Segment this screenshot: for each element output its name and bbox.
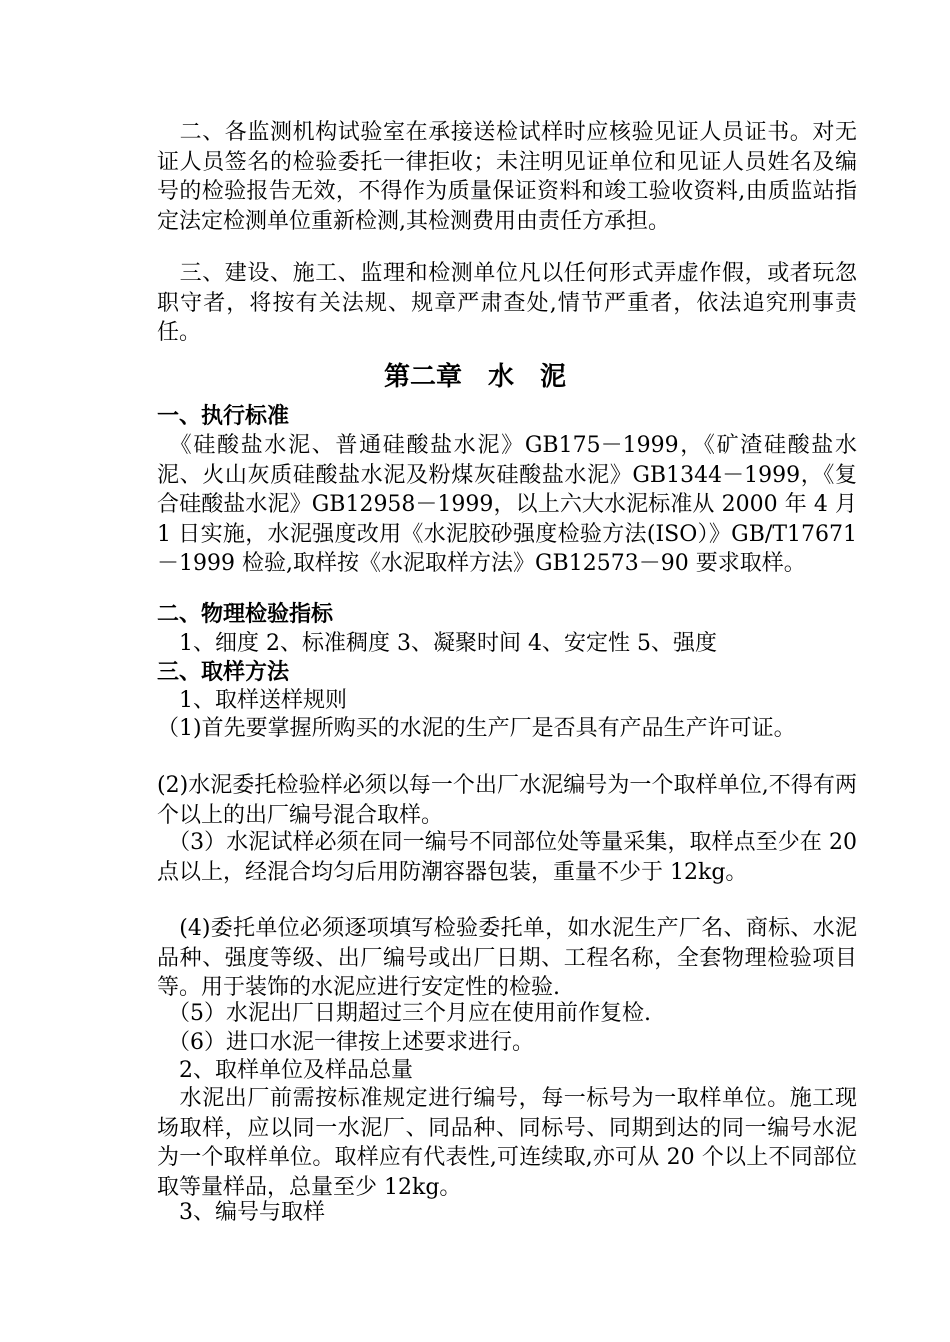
subheading-sampling-unit: 2、取样单位及样品总量 — [157, 1058, 413, 1083]
section-heading-physical-indicators: 二、物理检验指标 — [157, 601, 334, 627]
paragraph-standards: 《硅酸盐水泥、普通硅酸盐水泥》GB175－1999，《矿渣硅酸盐水泥、火山灰质硅酸盐水泥及粉煤灰硅酸盐水泥》GB1344－1999，《复合硅酸盐水泥》GB12958－1999，以上六大水泥标准从 2000 年 4 月 1 日实施，水泥强度改用《水泥胶砂强度检验方法(ISO）》GB/T17671－1999 检验,取样按《水泥取样方法》GB12573－90 要求取样。 — [157, 433, 857, 576]
paragraph-rule-1: （1)首先要掌握所购买的水泥的生产厂是否具有产品生产许可证。 — [157, 716, 796, 741]
paragraph-rule-3: （3）水泥试样必须在同一编号不同部位处等量采集，取样点至少在 20 点以上，经混合均匀后用防潮容器包装，重量不少于 12kg。 — [157, 830, 857, 885]
paragraph-liability: 三、建设、施工、监理和检测单位凡以任何形式弄虚作假，或者玩忽职守者，将按有关法规、规章严肃查处,情节严重者，依法追究刑事责任。 — [157, 261, 857, 345]
paragraph-indicators-list: 1、细度 2、标准稠度 3、凝聚时间 4、安定性 5、强度 — [157, 631, 717, 656]
paragraph-rule-5: （5）水泥出厂日期超过三个月应在使用前作复检. — [157, 1001, 651, 1026]
paragraph-rule-6: （6）进口水泥一律按上述要求进行。 — [157, 1030, 534, 1055]
paragraph-rule-2: (2)水泥委托检验样必须以每一个出厂水泥编号为一个取样单位,不得有两个以上的出厂编号混合取样。 — [157, 773, 857, 828]
subheading-sampling-rules: 1、取样送样规则 — [157, 688, 347, 713]
section-heading-sampling-method: 三、取样方法 — [157, 659, 290, 685]
paragraph-sampling-unit: 水泥出厂前需按标准规定进行编号，每一标号为一取样单位。施工现场取样，应以同一水泥厂、同品种、同标号、同期到达的同一编号水泥为一个取样单位。取样应有代表性,可连续取,亦可从 20 个以上不同部位取等量样品，总量至少 12kg。 — [157, 1086, 857, 1200]
section-heading-standards: 一、执行标准 — [157, 403, 290, 429]
paragraph-rule-4: (4)委托单位必须逐项填写检验委托单，如水泥生产厂名、商标、水泥品种、强度等级、出厂编号或出厂日期、工程名称，全套物理检验项目等。用于装饰的水泥应进行安定性的检验. — [157, 916, 857, 1000]
chapter-title: 第二章 水 泥 — [383, 362, 566, 392]
subheading-numbering-sampling: 3、编号与取样 — [157, 1200, 325, 1225]
paragraph-inspection-verification: 二、各监测机构试验室在承接送检试样时应核验见证人员证书。对无证人员签名的检验委托一律拒收；未注明见证单位和见证人员姓名及编号的检验报告无效，不得作为质量保证资料和竣工验收资料,由质监站指定法定检测单位重新检测,其检测费用由责任方承担。 — [157, 120, 857, 234]
